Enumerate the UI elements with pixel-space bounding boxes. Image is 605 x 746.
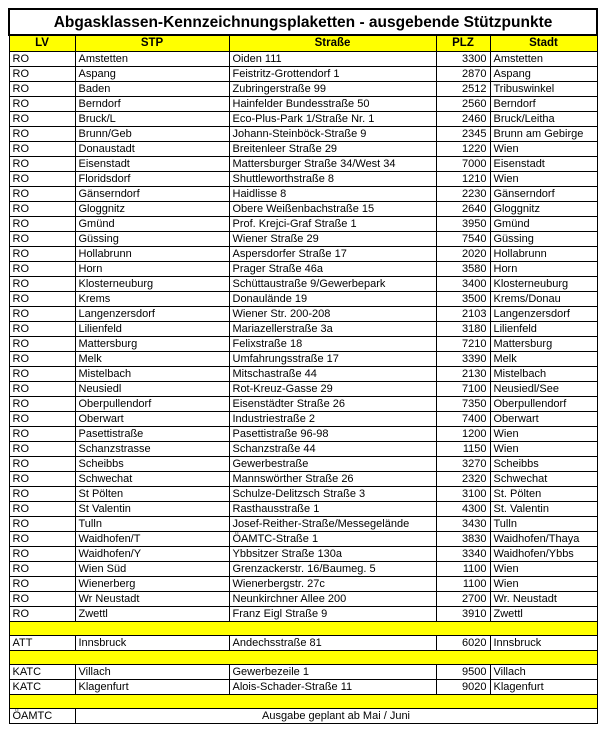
stadt-cell: Scheibbs [490, 457, 597, 472]
table-row [9, 82, 597, 97]
stadt-cell: Krems/Donau [490, 292, 597, 307]
stp-cell: Amstetten [75, 52, 229, 67]
table-row [9, 172, 597, 187]
column-header-strasse: Straße [229, 35, 436, 52]
stadt-cell: Tulln [490, 517, 597, 532]
table-row [9, 187, 597, 202]
stp-cell: Mistelbach [75, 367, 229, 382]
lv-cell: RO [9, 322, 75, 337]
plz-cell: 3180 [436, 322, 490, 337]
plz-cell: 1150 [436, 442, 490, 457]
strasse-cell: Mannswörther Straße 26 [229, 472, 436, 487]
strasse-cell: Mitschastraße 44 [229, 367, 436, 382]
strasse-cell: Gewerbezeile 1 [229, 665, 436, 680]
strasse-cell: Franz Eigl Straße 9 [229, 607, 436, 622]
plz-cell: 2560 [436, 97, 490, 112]
table-row [9, 636, 597, 651]
table-row [9, 232, 597, 247]
stadt-cell: Waidhofen/Thaya [490, 532, 597, 547]
stp-cell: Brunn/Geb [75, 127, 229, 142]
stp-cell: Wr Neustadt [75, 592, 229, 607]
group-separator-row [9, 622, 597, 636]
stp-cell: Aspang [75, 67, 229, 82]
lv-cell: RO [9, 157, 75, 172]
stadt-cell: St. Valentin [490, 502, 597, 517]
strasse-cell: Aspersdorfer Straße 17 [229, 247, 436, 262]
plz-cell: 2230 [436, 187, 490, 202]
plz-cell: 3830 [436, 532, 490, 547]
stadt-cell: Brunn am Gebirge [490, 127, 597, 142]
group-separator [9, 651, 597, 665]
stadt-cell: Amstetten [490, 52, 597, 67]
lv-cell: RO [9, 337, 75, 352]
stp-cell: Mattersburg [75, 337, 229, 352]
strasse-cell: Umfahrungsstraße 17 [229, 352, 436, 367]
table-row [9, 217, 597, 232]
plz-cell: 9020 [436, 680, 490, 695]
table-row [9, 307, 597, 322]
stp-cell: St Valentin [75, 502, 229, 517]
strasse-cell: Eisenstädter Straße 26 [229, 397, 436, 412]
lv-cell: RO [9, 97, 75, 112]
stp-cell: Melk [75, 352, 229, 367]
lv-cell: RO [9, 517, 75, 532]
plz-cell: 9500 [436, 665, 490, 680]
plz-cell: 2512 [436, 82, 490, 97]
plz-cell: 7000 [436, 157, 490, 172]
lv-cell: RO [9, 472, 75, 487]
plz-cell: 2870 [436, 67, 490, 82]
strasse-cell: Rot-Kreuz-Gasse 29 [229, 382, 436, 397]
lv-cell: RO [9, 562, 75, 577]
stadt-cell: Wien [490, 562, 597, 577]
stp-cell: Horn [75, 262, 229, 277]
lv-cell: KATC [9, 680, 75, 695]
stadt-cell: Klosterneuburg [490, 277, 597, 292]
footer-row [9, 709, 597, 724]
table-row [9, 367, 597, 382]
plz-cell: 2130 [436, 367, 490, 382]
stadt-cell: Güssing [490, 232, 597, 247]
lv-cell: RO [9, 307, 75, 322]
table-row [9, 127, 597, 142]
lv-cell: RO [9, 442, 75, 457]
plz-cell: 4300 [436, 502, 490, 517]
stp-cell: Waidhofen/T [75, 532, 229, 547]
stadt-cell: Klagenfurt [490, 680, 597, 695]
table-row [9, 562, 597, 577]
lv-cell: RO [9, 397, 75, 412]
plz-cell: 2103 [436, 307, 490, 322]
table-row [9, 322, 597, 337]
lv-cell: RO [9, 262, 75, 277]
stadt-cell: Villach [490, 665, 597, 680]
plz-cell: 1200 [436, 427, 490, 442]
stadt-cell: Wien [490, 427, 597, 442]
group-separator [9, 695, 597, 709]
strasse-cell: ÖAMTC-Straße 1 [229, 532, 436, 547]
table-row [9, 517, 597, 532]
stadt-cell: Melk [490, 352, 597, 367]
lv-cell: ATT [9, 636, 75, 651]
table-title: Abgasklassen-Kennzeichnungsplaketten - ausgebende Stützpunkte [9, 9, 597, 35]
table-row [9, 52, 597, 67]
strasse-cell: Grenzackerstr. 16/Baumeg. 5 [229, 562, 436, 577]
table-row [9, 277, 597, 292]
table-row [9, 680, 597, 695]
plz-cell: 3910 [436, 607, 490, 622]
table-row [9, 442, 597, 457]
strasse-cell: Wiener Str. 200-208 [229, 307, 436, 322]
plz-cell: 3100 [436, 487, 490, 502]
strasse-cell: Mariazellerstraße 3a [229, 322, 436, 337]
stadt-cell: Mattersburg [490, 337, 597, 352]
strasse-cell: Prager Straße 46a [229, 262, 436, 277]
column-header-stadt: Stadt [490, 35, 597, 52]
plz-cell: 6020 [436, 636, 490, 651]
footer-lv-cell: ÖAMTC [9, 709, 75, 724]
stadt-cell: Hollabrunn [490, 247, 597, 262]
table-row [9, 337, 597, 352]
stadt-cell: Schwechat [490, 472, 597, 487]
stp-cell: Langenzersdorf [75, 307, 229, 322]
stp-cell: Scheibbs [75, 457, 229, 472]
plz-cell: 3270 [436, 457, 490, 472]
lv-cell: RO [9, 217, 75, 232]
strasse-cell: Hainfelder Bundesstraße 50 [229, 97, 436, 112]
stp-cell: Güssing [75, 232, 229, 247]
table-row [9, 202, 597, 217]
lv-cell: RO [9, 502, 75, 517]
group-separator-row [9, 651, 597, 665]
plz-cell: 2345 [436, 127, 490, 142]
stp-cell: Villach [75, 665, 229, 680]
strasse-cell: Feistritz-Grottendorf 1 [229, 67, 436, 82]
stp-cell: Krems [75, 292, 229, 307]
stadt-cell: Waidhofen/Ybbs [490, 547, 597, 562]
stp-cell: Oberpullendorf [75, 397, 229, 412]
plz-cell: 2020 [436, 247, 490, 262]
strasse-cell: Gewerbestraße [229, 457, 436, 472]
table-row [9, 67, 597, 82]
strasse-cell: Zubringerstraße 99 [229, 82, 436, 97]
plz-cell: 3340 [436, 547, 490, 562]
plz-cell: 2460 [436, 112, 490, 127]
strasse-cell: Neunkirchner Allee 200 [229, 592, 436, 607]
stp-cell: Berndorf [75, 97, 229, 112]
plz-cell: 7100 [436, 382, 490, 397]
lv-cell: RO [9, 67, 75, 82]
plz-cell: 3500 [436, 292, 490, 307]
group-separator-row [9, 695, 597, 709]
stp-cell: Hollabrunn [75, 247, 229, 262]
stp-cell: St Pölten [75, 487, 229, 502]
plz-cell: 7400 [436, 412, 490, 427]
column-header-lv: LV [9, 35, 75, 52]
stadt-cell: Lilienfeld [490, 322, 597, 337]
lv-cell: RO [9, 127, 75, 142]
lv-cell: RO [9, 367, 75, 382]
lv-cell: KATC [9, 665, 75, 680]
stadt-cell: Oberwart [490, 412, 597, 427]
strasse-cell: Andechsstraße 81 [229, 636, 436, 651]
stadt-cell: Wr. Neustadt [490, 592, 597, 607]
lv-cell: RO [9, 382, 75, 397]
stp-cell: Klagenfurt [75, 680, 229, 695]
stadt-cell: Tribuswinkel [490, 82, 597, 97]
lv-cell: RO [9, 292, 75, 307]
column-header-stp: STP [75, 35, 229, 52]
plz-cell: 3400 [436, 277, 490, 292]
stadt-cell: Wien [490, 577, 597, 592]
strasse-cell: Ybbsitzer Straße 130a [229, 547, 436, 562]
strasse-cell: Mattersburger Straße 34/West 34 [229, 157, 436, 172]
table-row [9, 665, 597, 680]
strasse-cell: Pasettistraße 96-98 [229, 427, 436, 442]
plz-cell: 1220 [436, 142, 490, 157]
stadt-cell: Mistelbach [490, 367, 597, 382]
stadt-cell: Wien [490, 442, 597, 457]
stp-cell: Innsbruck [75, 636, 229, 651]
stp-cell: Schwechat [75, 472, 229, 487]
lv-cell: RO [9, 427, 75, 442]
stp-cell: Eisenstadt [75, 157, 229, 172]
strasse-cell: Donaulände 19 [229, 292, 436, 307]
lv-cell: RO [9, 412, 75, 427]
lv-cell: RO [9, 82, 75, 97]
strasse-cell: Felixstraße 18 [229, 337, 436, 352]
stp-cell: Neusiedl [75, 382, 229, 397]
stadt-cell: Bruck/Leitha [490, 112, 597, 127]
table-row [9, 427, 597, 442]
stadt-cell: Langenzersdorf [490, 307, 597, 322]
stp-cell: Tulln [75, 517, 229, 532]
lv-cell: RO [9, 457, 75, 472]
lv-cell: RO [9, 532, 75, 547]
table-row [9, 397, 597, 412]
lv-cell: RO [9, 577, 75, 592]
station-table-sheet [8, 8, 596, 724]
table-row [9, 577, 597, 592]
stadt-cell: Zwettl [490, 607, 597, 622]
stadt-cell: St. Pölten [490, 487, 597, 502]
lv-cell: RO [9, 187, 75, 202]
table-row [9, 592, 597, 607]
strasse-cell: Haidlisse 8 [229, 187, 436, 202]
strasse-cell: Rasthausstraße 1 [229, 502, 436, 517]
strasse-cell: Prof. Krejci-Graf Straße 1 [229, 217, 436, 232]
stadt-cell: Innsbruck [490, 636, 597, 651]
stadt-cell: Wien [490, 172, 597, 187]
strasse-cell: Shuttleworthstraße 8 [229, 172, 436, 187]
strasse-cell: Schulze-Delitzsch Straße 3 [229, 487, 436, 502]
lv-cell: RO [9, 52, 75, 67]
plz-cell: 3950 [436, 217, 490, 232]
strasse-cell: Josef-Reither-Straße/Messegelände [229, 517, 436, 532]
table-row [9, 112, 597, 127]
stp-cell: Gänserndorf [75, 187, 229, 202]
stp-cell: Baden [75, 82, 229, 97]
stp-cell: Pasettistraße [75, 427, 229, 442]
strasse-cell: Schanzstraße 44 [229, 442, 436, 457]
table-row [9, 547, 597, 562]
stp-cell: Zwettl [75, 607, 229, 622]
plz-cell: 3430 [436, 517, 490, 532]
stp-cell: Gloggnitz [75, 202, 229, 217]
lv-cell: RO [9, 202, 75, 217]
stadt-cell: Neusiedl/See [490, 382, 597, 397]
title-row [9, 9, 597, 35]
stadt-cell: Aspang [490, 67, 597, 82]
stp-cell: Bruck/L [75, 112, 229, 127]
table-row [9, 607, 597, 622]
plz-cell: 3390 [436, 352, 490, 367]
stp-cell: Floridsdorf [75, 172, 229, 187]
table-row [9, 472, 597, 487]
plz-cell: 7350 [436, 397, 490, 412]
strasse-cell: Alois-Schader-Straße 11 [229, 680, 436, 695]
plz-cell: 2640 [436, 202, 490, 217]
stadt-cell: Berndorf [490, 97, 597, 112]
plz-cell: 3300 [436, 52, 490, 67]
table-row [9, 157, 597, 172]
strasse-cell: Johann-Steinböck-Straße 9 [229, 127, 436, 142]
plz-cell: 7210 [436, 337, 490, 352]
table-row [9, 532, 597, 547]
plz-cell: 1100 [436, 577, 490, 592]
stadt-cell: Eisenstadt [490, 157, 597, 172]
table-row [9, 247, 597, 262]
stp-cell: Gmünd [75, 217, 229, 232]
table-row [9, 457, 597, 472]
table-row [9, 292, 597, 307]
plz-cell: 1100 [436, 562, 490, 577]
lv-cell: RO [9, 247, 75, 262]
stp-cell: Schanzstrasse [75, 442, 229, 457]
lv-cell: RO [9, 487, 75, 502]
stadt-cell: Gmünd [490, 217, 597, 232]
table-row [9, 262, 597, 277]
lv-cell: RO [9, 352, 75, 367]
table-row [9, 412, 597, 427]
stp-cell: Waidhofen/Y [75, 547, 229, 562]
lv-cell: RO [9, 607, 75, 622]
plz-cell: 3580 [436, 262, 490, 277]
strasse-cell: Eco-Plus-Park 1/Straße Nr. 1 [229, 112, 436, 127]
table-row [9, 97, 597, 112]
group-separator [9, 622, 597, 636]
lv-cell: RO [9, 172, 75, 187]
table-row [9, 487, 597, 502]
lv-cell: RO [9, 232, 75, 247]
lv-cell: RO [9, 592, 75, 607]
table-row [9, 502, 597, 517]
stadt-cell: Gänserndorf [490, 187, 597, 202]
plz-cell: 1210 [436, 172, 490, 187]
stp-cell: Donaustadt [75, 142, 229, 157]
strasse-cell: Breitenleer Straße 29 [229, 142, 436, 157]
stadt-cell: Wien [490, 142, 597, 157]
station-table [8, 8, 598, 724]
stp-cell: Klosterneuburg [75, 277, 229, 292]
table-row [9, 382, 597, 397]
strasse-cell: Industriestraße 2 [229, 412, 436, 427]
strasse-cell: Oiden 111 [229, 52, 436, 67]
stp-cell: Oberwart [75, 412, 229, 427]
strasse-cell: Wienerbergstr. 27c [229, 577, 436, 592]
stp-cell: Lilienfeld [75, 322, 229, 337]
table-row [9, 352, 597, 367]
lv-cell: RO [9, 112, 75, 127]
stp-cell: Wien Süd [75, 562, 229, 577]
plz-cell: 2700 [436, 592, 490, 607]
lv-cell: RO [9, 277, 75, 292]
strasse-cell: Schüttaustraße 9/Gewerbepark [229, 277, 436, 292]
plz-cell: 7540 [436, 232, 490, 247]
table-row [9, 142, 597, 157]
strasse-cell: Wiener Straße 29 [229, 232, 436, 247]
strasse-cell: Obere Weißenbachstraße 15 [229, 202, 436, 217]
lv-cell: RO [9, 142, 75, 157]
stadt-cell: Oberpullendorf [490, 397, 597, 412]
plz-cell: 2320 [436, 472, 490, 487]
column-header-plz: PLZ [436, 35, 490, 52]
lv-cell: RO [9, 547, 75, 562]
header-row [9, 35, 597, 52]
stadt-cell: Gloggnitz [490, 202, 597, 217]
stadt-cell: Horn [490, 262, 597, 277]
stp-cell: Wienerberg [75, 577, 229, 592]
footer-note: Ausgabe geplant ab Mai / Juni [75, 709, 597, 724]
